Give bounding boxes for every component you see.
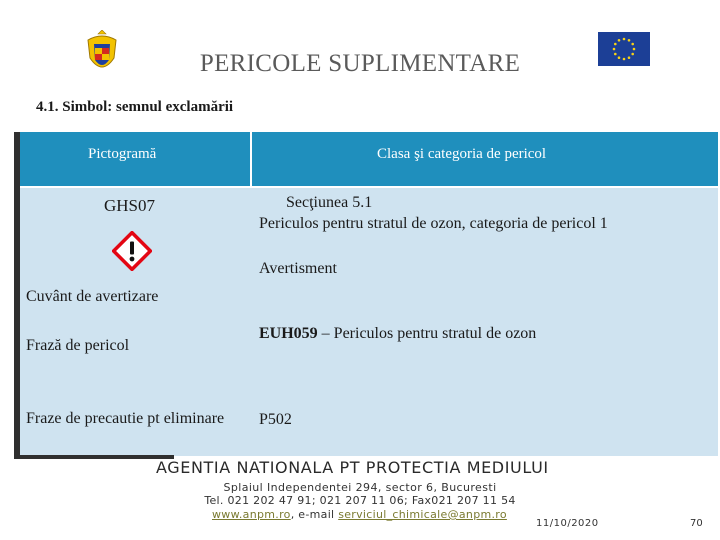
agency-name: AGENTIA NATIONALA PT PROTECTIA MEDIULUI bbox=[156, 458, 549, 477]
hazard-statement-label: Frază de pericol bbox=[26, 337, 130, 354]
exclamation-warning-icon bbox=[112, 231, 152, 271]
signal-word-label: Cuvânt de avertizare bbox=[26, 288, 159, 305]
section-subtitle: 4.1. Simbol: semnul exclamării bbox=[36, 99, 234, 115]
agency-address: Splaiul Independentei 294, sector 6, Bucuresti bbox=[223, 481, 497, 494]
agency-phones: Tel. 021 202 47 91; 021 207 11 06; Fax021 207 11 54 bbox=[204, 494, 516, 507]
table-left-border bbox=[14, 132, 20, 456]
precaution-statement-value: P502 bbox=[259, 411, 292, 428]
row-divider bbox=[18, 186, 718, 188]
agency-contact bbox=[212, 508, 507, 521]
precaution-statement-label: Fraze de precautie pt eliminare bbox=[26, 410, 225, 427]
website-link[interactable]: www.anpm.ro bbox=[212, 508, 291, 521]
column-header-hazard-class: Clasa şi categoria de pericol bbox=[377, 146, 547, 162]
column-header-pictogram: Pictogramă bbox=[88, 146, 157, 162]
hazard-section: Secţiunea 5.1 bbox=[286, 194, 373, 211]
hazard-code: EUH059 bbox=[259, 325, 318, 342]
table-bottom-border bbox=[14, 455, 174, 459]
signal-word-value: Avertisment bbox=[259, 260, 337, 277]
hazard-statement-value bbox=[259, 325, 536, 343]
page-number: 70 bbox=[690, 518, 703, 529]
column-divider bbox=[250, 132, 252, 187]
page-title: PERICOLE SUPLIMENTARE bbox=[199, 50, 521, 77]
pictogram-code: GHS07 bbox=[104, 196, 156, 215]
email-prefix: , e-mail bbox=[290, 508, 339, 521]
email-link[interactable]: serviciul_chimicale@anpm.ro bbox=[338, 508, 507, 521]
hazard-section-description: Periculos pentru stratul de ozon, categoria de pericol 1 bbox=[259, 215, 608, 232]
slide-date: 11/10/2020 bbox=[536, 518, 599, 529]
hazard-statement-text: – Periculos pentru stratul de ozon bbox=[317, 325, 537, 342]
